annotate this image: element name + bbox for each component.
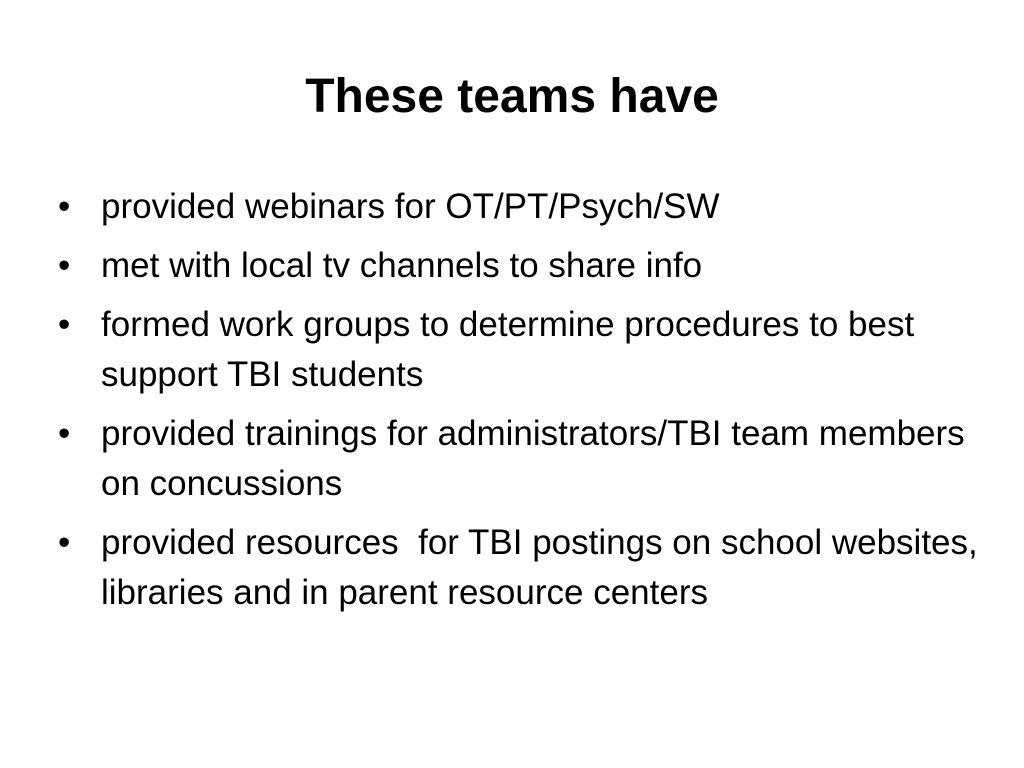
bullet-list bbox=[58, 182, 988, 627]
bullet-point-icon: • bbox=[58, 523, 71, 562]
bullet-point-icon: • bbox=[58, 414, 71, 453]
bullet-item bbox=[58, 518, 988, 618]
bullet-text: provided webinars for OT/PT/Psych/SW bbox=[101, 187, 720, 226]
bullet-item bbox=[58, 300, 978, 400]
bullet-text: formed work groups to determine procedures to best support TBI students bbox=[101, 305, 924, 394]
bullet-item bbox=[58, 409, 978, 509]
slide-title: These teams have bbox=[305, 70, 719, 123]
bullet-item bbox=[58, 241, 978, 291]
bullet-point-icon: • bbox=[58, 187, 71, 226]
bullet-text: met with local tv channels to share info bbox=[101, 246, 703, 285]
bullet-point-icon: • bbox=[58, 246, 71, 285]
bullet-text: provided resources for TBI postings on school websites, libraries and in parent resource centers bbox=[101, 523, 988, 612]
bullet-text: provided trainings for administrators/TBI team members on concussions bbox=[101, 414, 975, 503]
bullet-item bbox=[58, 182, 978, 232]
bullet-point-icon: • bbox=[58, 305, 71, 344]
